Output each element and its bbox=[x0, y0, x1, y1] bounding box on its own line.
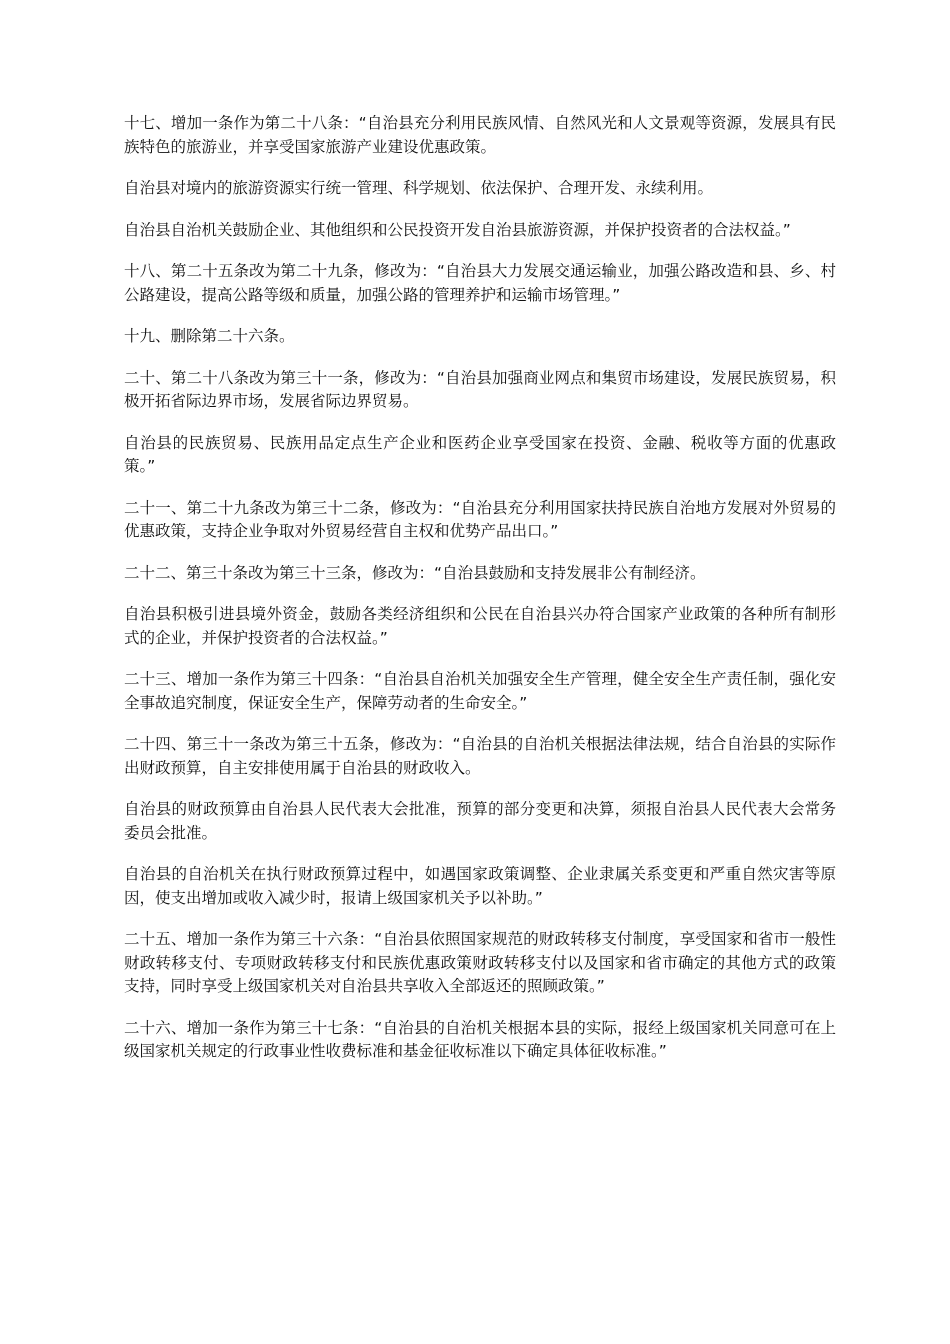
paragraph: 十八、第二十五条改为第二十九条，修改为：“自治县大力发展交通运输业，加强公路改造和县、乡、村公路建设，提高公路等级和质量，加强公路的管理养护和运输市场管理。” bbox=[124, 262, 836, 304]
paragraph: 自治县的自治机关在执行财政预算过程中，如遇国家政策调整、企业隶属关系变更和严重自然灾害等原因，使支出增加或收入减少时，报请上级国家机关予以补助。” bbox=[124, 865, 836, 907]
paragraph: 二十二、第三十条改为第三十三条，修改为：“自治县鼓励和支持发展非公有制经济。 bbox=[124, 563, 706, 582]
paragraph: 自治县对境内的旅游资源实行统一管理、科学规划、依法保护、合理开发、永续利用。 bbox=[124, 179, 714, 197]
paragraph: 二十一、第二十九条改为第三十二条，修改为：“自治县充分利用国家扶持民族自治地方发展对外贸易的优惠政策，支持企业争取对外贸易经营自主权和优势产品出口。” bbox=[124, 498, 836, 540]
document-body bbox=[124, 112, 836, 1082]
paragraph: 自治县的财政预算由自治县人民代表大会批准，预算的部分变更和决算，须报自治县人民代表大会常务委员会批准。 bbox=[124, 800, 836, 842]
paragraph: 自治县自治机关鼓励企业、其他组织和公民投资开发自治县旅游资源，并保护投资者的合法权益。” bbox=[124, 220, 791, 239]
paragraph: 二十六、增加一条作为第三十七条：“自治县的自治机关根据本县的实际，报经上级国家机关同意可在上级国家机关规定的行政事业性收费标准和基金征收标准以下确定具体征收标准。” bbox=[124, 1018, 836, 1060]
paragraph: 十七、增加一条作为第二十八条：“自治县充分利用民族风情、自然风光和人文景观等资源，发展具有民族特色的旅游业，并享受国家旅游产业建设优惠政策。 bbox=[124, 114, 836, 156]
paragraph: 二十三、增加一条作为第三十四条：“自治县自治机关加强安全生产管理，健全安全生产责任制，强化安全事故追究制度，保证安全生产，保障劳动者的生命安全。” bbox=[124, 670, 836, 712]
paragraph: 自治县的民族贸易、民族用品定点生产企业和医药企业享受国家在投资、金融、税收等方面的优惠政策。” bbox=[124, 433, 836, 475]
paragraph: 十九、删除第二十六条。 bbox=[124, 327, 295, 345]
paragraph: 二十、第二十八条改为第三十一条，修改为：“自治县加强商业网点和集贸市场建设，发展民族贸易，积极开拓省际边界市场，发展省际边界贸易。 bbox=[124, 368, 836, 410]
paragraph: 自治县积极引进县境外资金，鼓励各类经济组织和公民在自治县兴办符合国家产业政策的各种所有制形式的企业，并保护投资者的合法权益。” bbox=[124, 605, 836, 647]
paragraph: 二十四、第三十一条改为第三十五条，修改为：“自治县的自治机关根据法律法规，结合自治县的实际作出财政预算，自主安排使用属于自治县的财政收入。 bbox=[124, 735, 836, 777]
paragraph: 二十五、增加一条作为第三十六条：“自治县依照国家规范的财政转移支付制度，享受国家和省市一般性财政转移支付、专项财政转移支付和民族优惠政策财政转移支付以及国家和省市确定的其他方式的政策支持，同时享受上级国家机关对自治县共享收入全部返还的照顾政策。” bbox=[124, 930, 836, 995]
